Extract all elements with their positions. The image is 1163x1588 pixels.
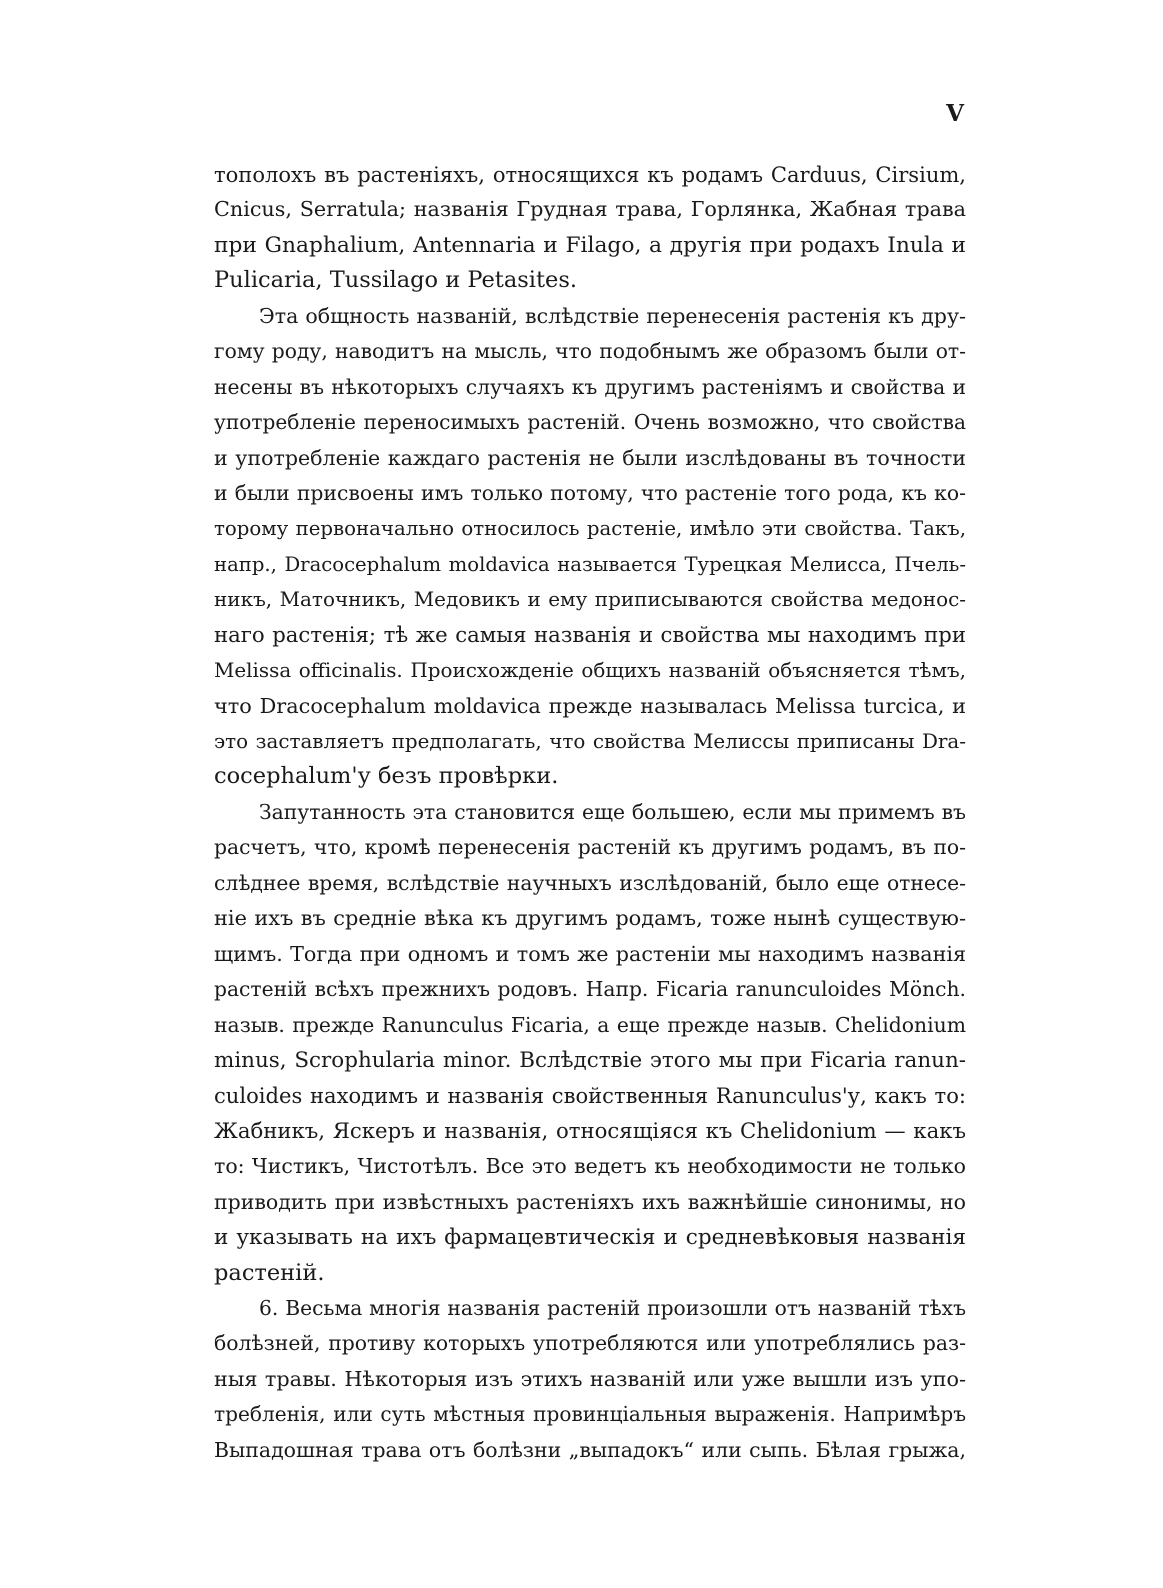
text-line: напр., Dracocephalum moldavica называется Турецкая Мелисса, Пчель-: [214, 552, 966, 576]
text-line: наго растенія; тѣ же самыя названія и свойства мы находимъ при: [214, 622, 966, 648]
text-line: что Dracocephalum moldavica прежде называлась Melissa turcica, и: [214, 693, 966, 718]
text-line: назыв. прежде Ranunculus Ficaria, а еще прежде назыв. Chelidonium: [214, 1012, 966, 1037]
text-line: щимъ. Тогда при одномъ и томъ же растеніи мы находимъ названія: [214, 941, 966, 966]
text-line: слѣднее время, вслѣдствіе научныхъ изслѣдованій, было еще отнесе-: [214, 870, 966, 895]
text-line: ныя травы. Нѣкоторыя изъ этихъ названій или уже вышли изъ упо-: [214, 1366, 966, 1391]
text-line: cocephalum'у безъ провѣрки.: [214, 763, 559, 790]
text-line: и были присвоены имъ только потому, что растеніе того рода, къ ко-: [214, 480, 966, 505]
text-line: Melissa officinalis. Происхожденіе общихъ названій объясняется тѣмъ,: [214, 659, 966, 683]
text-line: болѣзней, противу которыхъ употребляются или употреблялись раз-: [214, 1331, 966, 1356]
text-line: тополохъ въ растеніяхъ, относящихся къ родамъ Carduus, Cirsium,: [214, 162, 966, 187]
text-line: minus, Scrophularia minor. Вслѣдствіе этого мы при Ficaria ranun-: [214, 1047, 966, 1073]
text-line: никъ, Маточникъ, Медовикъ и ему приписываются свойства медонос-: [214, 587, 966, 612]
text-line: приводить при извѣстныхъ растеніяхъ ихъ важнѣйшіе синонимы, но: [214, 1189, 966, 1214]
text-line: употребленіе переносимыхъ растеній. Очень возможно, что свойства: [214, 410, 966, 435]
body-text: [214, 157, 966, 1468]
text-line: culoides находимъ и названія свойственныя Ranunculus'у, какъ то:: [214, 1083, 966, 1109]
text-line: расчетъ, что, кромѣ перенесенія растеній къ другимъ родамъ, въ по-: [214, 835, 966, 860]
text-line: и указывать на ихъ фармацевтическія и средневѣковыя названія: [214, 1225, 966, 1251]
text-line: и употребленіе каждаго растенія не были изслѣдованы въ точности: [214, 445, 966, 470]
text-line: Cnicus, Serratula; названія Грудная трава, Горлянка, Жабная трава: [214, 197, 966, 222]
text-line: торому первоначально относилось растеніе, имѣло эти свойства. Такъ,: [214, 517, 966, 541]
text-line: это заставляетъ предполагать, что свойства Мелиссы приписаны Dra-: [214, 730, 966, 753]
text-line: Выпадошная трава отъ болѣзни „выпадокъ“ или сыпь. Бѣлая грыжа,: [214, 1437, 966, 1462]
text-line: Pulicaria, Tussilago и Petasites.: [214, 267, 578, 294]
text-line: ніе ихъ въ средніе вѣка къ другимъ родамъ, тоже нынѣ существую-: [214, 906, 966, 931]
text-line: растеній всѣхъ прежнихъ родовъ. Напр. Ficaria ranunculoides Mönch.: [214, 977, 966, 1002]
page-number: V: [946, 100, 965, 127]
text-line: при Gnaphalium, Antennaria и Filago, а другія при родахъ Inula и: [214, 232, 966, 258]
text-line: Запутанность эта становится еще большею, если мы примемъ въ: [259, 799, 966, 824]
text-line: растеній.: [214, 1259, 325, 1286]
text-line: то: Чистикъ, Чистотѣлъ. Все это ведетъ къ необходимости не только: [214, 1154, 966, 1179]
text-line: несены въ нѣкоторыхъ случаяхъ къ другимъ растеніямъ и свойства и: [214, 374, 966, 399]
text-line: требленія, или суть мѣстныя провинціальныя выраженія. Напримѣръ: [214, 1402, 966, 1427]
text-line: 6. Весьма многія названія растеній произошли отъ названій тѣхъ: [259, 1296, 966, 1320]
text-line: Эта общность названій, вслѣдствіе перенесенія растенія къ дру-: [259, 303, 966, 328]
text-line: гому роду, наводитъ на мысль, что подобнымъ же образомъ были от-: [214, 339, 966, 364]
text-line: Жабникъ, Яскеръ и названія, относящіяся къ Chelidonium — какъ: [214, 1118, 966, 1144]
